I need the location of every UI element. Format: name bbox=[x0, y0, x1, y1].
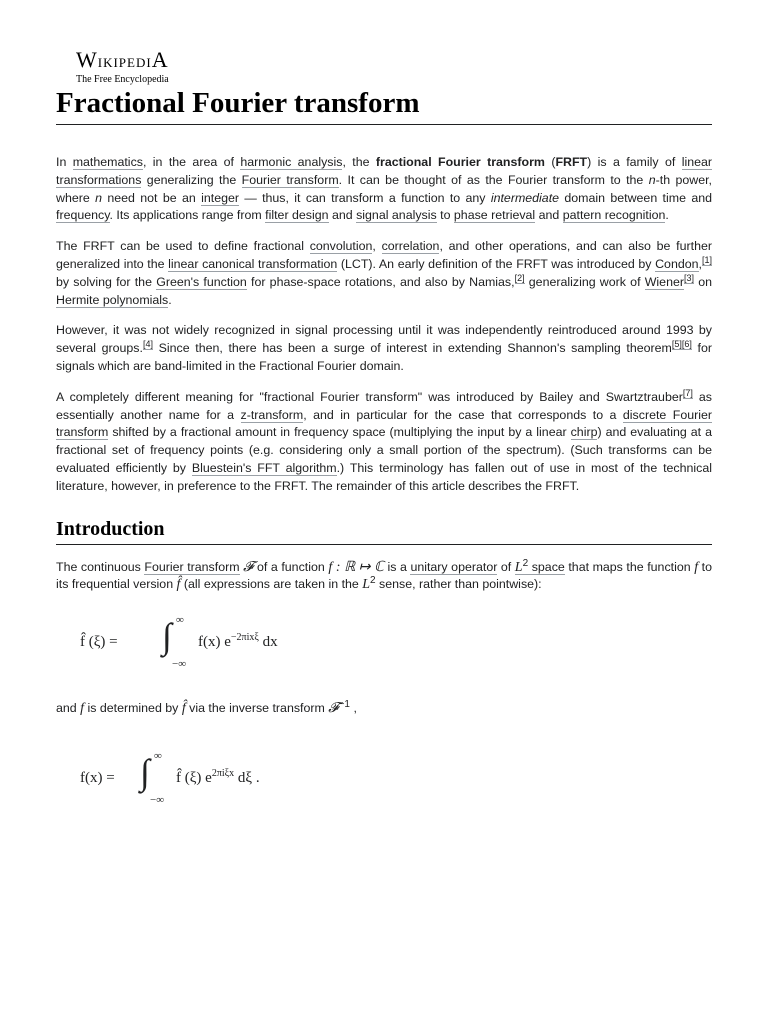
link-l2-space[interactable]: $L^2$ space bbox=[514, 557, 565, 575]
link-greens-function[interactable]: Green's function bbox=[156, 274, 247, 289]
citation-3[interactable]: [3] bbox=[683, 272, 694, 283]
link-mathematics[interactable]: mathematics bbox=[72, 155, 143, 169]
link-fourier-transform-2[interactable]: Fourier transform bbox=[144, 559, 240, 574]
link-hermite-polynomials[interactable]: Hermite polynomials bbox=[56, 292, 169, 307]
paragraph-continuous-ft: The continuous Fourier transform 𝓕 of a function f : ℝ ↦ ℂ is a unitary operator of $L^2$ space that maps the function f to its frequential version f̂ (all expressions are taken in the $L^2$ sense, rather than pointwise): bbox=[56, 557, 712, 593]
link-condon[interactable]: Condon bbox=[655, 256, 699, 271]
link-lct[interactable]: linear canonical transformation bbox=[168, 256, 338, 271]
link-unitary-operator[interactable]: unitary operator bbox=[410, 559, 498, 574]
logo-wordmark: WikipediA bbox=[76, 47, 169, 72]
wikipedia-logo[interactable] bbox=[76, 47, 169, 86]
citation-5[interactable]: [5] bbox=[671, 339, 682, 350]
link-chirp[interactable]: chirp bbox=[570, 425, 598, 440]
bold-term: fractional Fourier transform bbox=[375, 155, 545, 169]
link-wiener[interactable]: Wiener bbox=[644, 274, 684, 289]
link-integer[interactable]: integer bbox=[201, 190, 239, 205]
paragraph-frft-uses: The FRFT can be used to define fractional convolution, correlation, and other operations, and can also be further generalized into the linear canonical transformation (LCT). An early definition of the FRFT was introduced by Condon,[1] by solving for the Green's function for phase-space rotations, and also by Namias,[2] generalizing work of Wiener[3] on Hermite polynomials. bbox=[56, 239, 712, 307]
paragraph-other-meaning: A completely different meaning for "fractional Fourier transform" was introduced by Bailey and Swartztrauber[7] as essentially another name for a z-transform, and in particular for the case that corresponds to a discrete Fourier transform shifted by a fractional amount in frequency space (multiplying the input by a linear chirp) and evaluating at a fractional set of frequency points (e.g. considering only a small portion of the spectrum). (Such transforms can be evaluated efficiently by Bluestein's FFT algorithm.) This terminology has fallen out of use in most of the technical literature, however, in preference to the FRFT. The remainder of this article describes the FRFT. bbox=[56, 387, 713, 493]
citation-6[interactable]: [6] bbox=[681, 339, 692, 350]
section-heading-introduction: Introduction bbox=[56, 516, 712, 545]
link-linear-transformations[interactable]: linear transformations bbox=[56, 155, 712, 187]
link-frequency[interactable]: frequency bbox=[56, 208, 110, 223]
citation-2[interactable]: [2] bbox=[514, 272, 525, 283]
link-z-transform[interactable]: z-transform bbox=[240, 407, 304, 422]
link-convolution[interactable]: convolution bbox=[309, 239, 373, 254]
equation-inverse-transform: f(x) = ∫ ∞ −∞ f̂ (ξ) $e^{2\pi i\xi x}$ dξ . bbox=[80, 749, 260, 806]
link-dft[interactable]: discrete Fourier transform bbox=[56, 407, 712, 440]
logo-tagline: The Free Encyclopedia bbox=[76, 74, 169, 85]
paragraph-inverse: and f is determined by f̂ via the inverse transform 𝓕$^{-1}$ , bbox=[56, 699, 357, 717]
bold-abbr: FRFT bbox=[555, 155, 588, 169]
link-phase-retrieval[interactable]: phase retrieval bbox=[453, 208, 536, 223]
article-body bbox=[56, 154, 712, 828]
link-harmonic-analysis[interactable]: harmonic analysis bbox=[240, 155, 343, 169]
citation-7[interactable]: [7] bbox=[682, 387, 693, 398]
paragraph-intro: In mathematics, in the area of harmonic analysis, the fractional Fourier transform (FRFT) is a family of linear transformations generalizing the Fourier transform. It can be thought of as the Fourier transform to the n-th power, where n need not be an integer — thus, it can transform a function to any intermediate domain between time and frequency. Its applications range from filter design and signal analysis to phase retrieval and pattern recognition. bbox=[56, 155, 712, 223]
citation-1[interactable]: [1] bbox=[701, 254, 712, 265]
equation-fourier-transform: f̂ (ξ) = ∫ ∞ −∞ f(x) $e^{-2\pi ix\xi}$ dx bbox=[80, 614, 278, 671]
link-signal-analysis[interactable]: signal analysis bbox=[356, 208, 437, 223]
paragraph-history: However, it was not widely recognized in signal processing until it was independently reintroduced around 1993 by several groups.[4] Since then, there has been a surge of interest in extending Shannon's sampling theorem[5][6] for signals which are band-limited in the Fractional Fourier domain. bbox=[56, 323, 713, 373]
link-fourier-transform[interactable]: Fourier transform bbox=[241, 172, 339, 187]
link-filter-design[interactable]: filter design bbox=[265, 208, 329, 223]
citation-4[interactable]: [4] bbox=[142, 339, 153, 350]
link-bluestein[interactable]: Bluestein's FFT algorithm bbox=[191, 460, 337, 475]
link-correlation[interactable]: correlation bbox=[381, 239, 440, 254]
link-pattern-recognition[interactable]: pattern recognition bbox=[562, 208, 666, 223]
page-title: Fractional Fourier transform bbox=[56, 84, 712, 125]
